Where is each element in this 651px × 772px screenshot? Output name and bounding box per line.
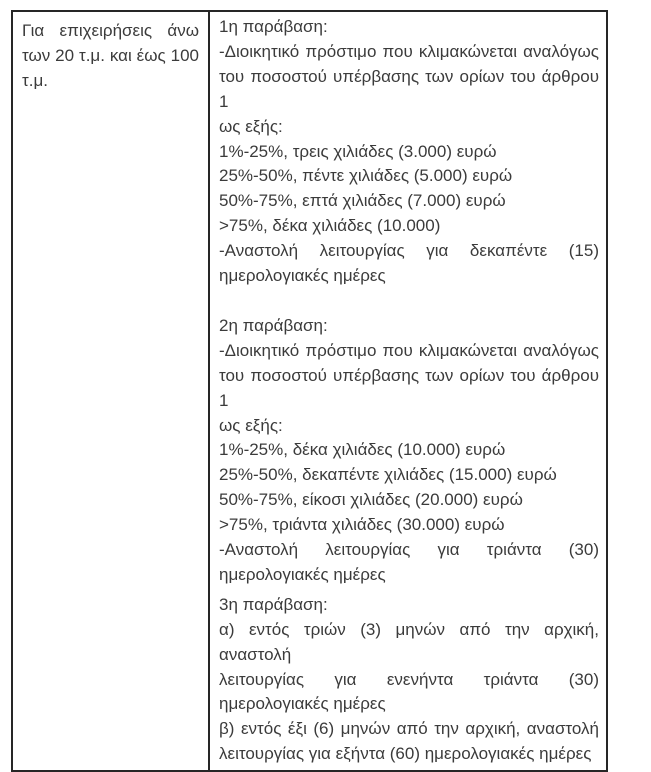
text-line: 1%-25%, δέκα χιλιάδες (10.000) ευρώ (219, 440, 506, 460)
text-line: -Διοικητικό πρόστιμο που κλιμακώνεται αναλόγως (219, 340, 599, 360)
text-line: Για επιχειρήσεις άνω (22, 21, 199, 40)
text-line: >75%, τριάντα χιλιάδες (30.000) ευρώ (219, 515, 505, 535)
text-line: του ποσοστού υπέρβασης των ορίων του άρθρου 1 (219, 66, 599, 111)
text-line: 25%-50%, πέντε χιλιάδες (5.000) ευρώ (219, 166, 513, 186)
penalties-detail-cell (210, 12, 606, 770)
text-line: -Διοικητικό πρόστιμο που κλιμακώνεται αναλόγως (219, 41, 599, 61)
text-line: 3η παράβαση: (219, 594, 328, 614)
text-line: ημερολογιακές ημέρες (219, 266, 386, 286)
text-line: τ.μ. (22, 70, 48, 90)
text-line: 50%-75%, είκοσι χιλιάδες (20.000) ευρώ (219, 490, 523, 510)
business-size-cell (13, 12, 210, 770)
text-line: 2η παράβαση: (219, 315, 328, 335)
text-line: λειτουργίας για εξήντα (60) ημερολογιακές ημέρες (219, 744, 592, 764)
text-line: ως εξής: (219, 415, 283, 435)
text-line: >75%, δέκα χιλιάδες (10.000) (219, 216, 441, 236)
text-line: -Αναστολή λειτουργίας για τριάντα (30) (219, 540, 599, 560)
text-line: 1η παράβαση: (219, 17, 328, 36)
text-line: α) εντός τριών (3) μηνών από την αρχική, αναστολή (219, 619, 599, 664)
text-line: 1%-25%, τρεις χιλιάδες (3.000) ευρώ (219, 141, 497, 161)
text-line: λειτουργίας για ενενήντα τριάντα (30) (219, 669, 599, 689)
text-line: των 20 τ.μ. και έως 100 (22, 45, 199, 65)
text-line: -Αναστολή λειτουργίας για δεκαπέντε (15) (219, 241, 599, 261)
text-line: β) εντός έξι (6) μηνών από την αρχική, αναστολή (219, 719, 599, 739)
text-line: 25%-50%, δεκαπέντε χιλιάδες (15.000) ευρώ (219, 465, 557, 485)
blank-line (219, 289, 599, 314)
text-line: 50%-75%, επτά χιλιάδες (7.000) ευρώ (219, 191, 506, 211)
penalties-table (11, 10, 608, 772)
text-line: ημερολογιακές ημέρες (219, 564, 386, 584)
text-line: ημερολογιακές ημέρες (219, 694, 386, 714)
text-line: ως εξής: (219, 116, 283, 136)
text-line: του ποσοστού υπέρβασης των ορίων του άρθρου 1 (219, 365, 599, 410)
